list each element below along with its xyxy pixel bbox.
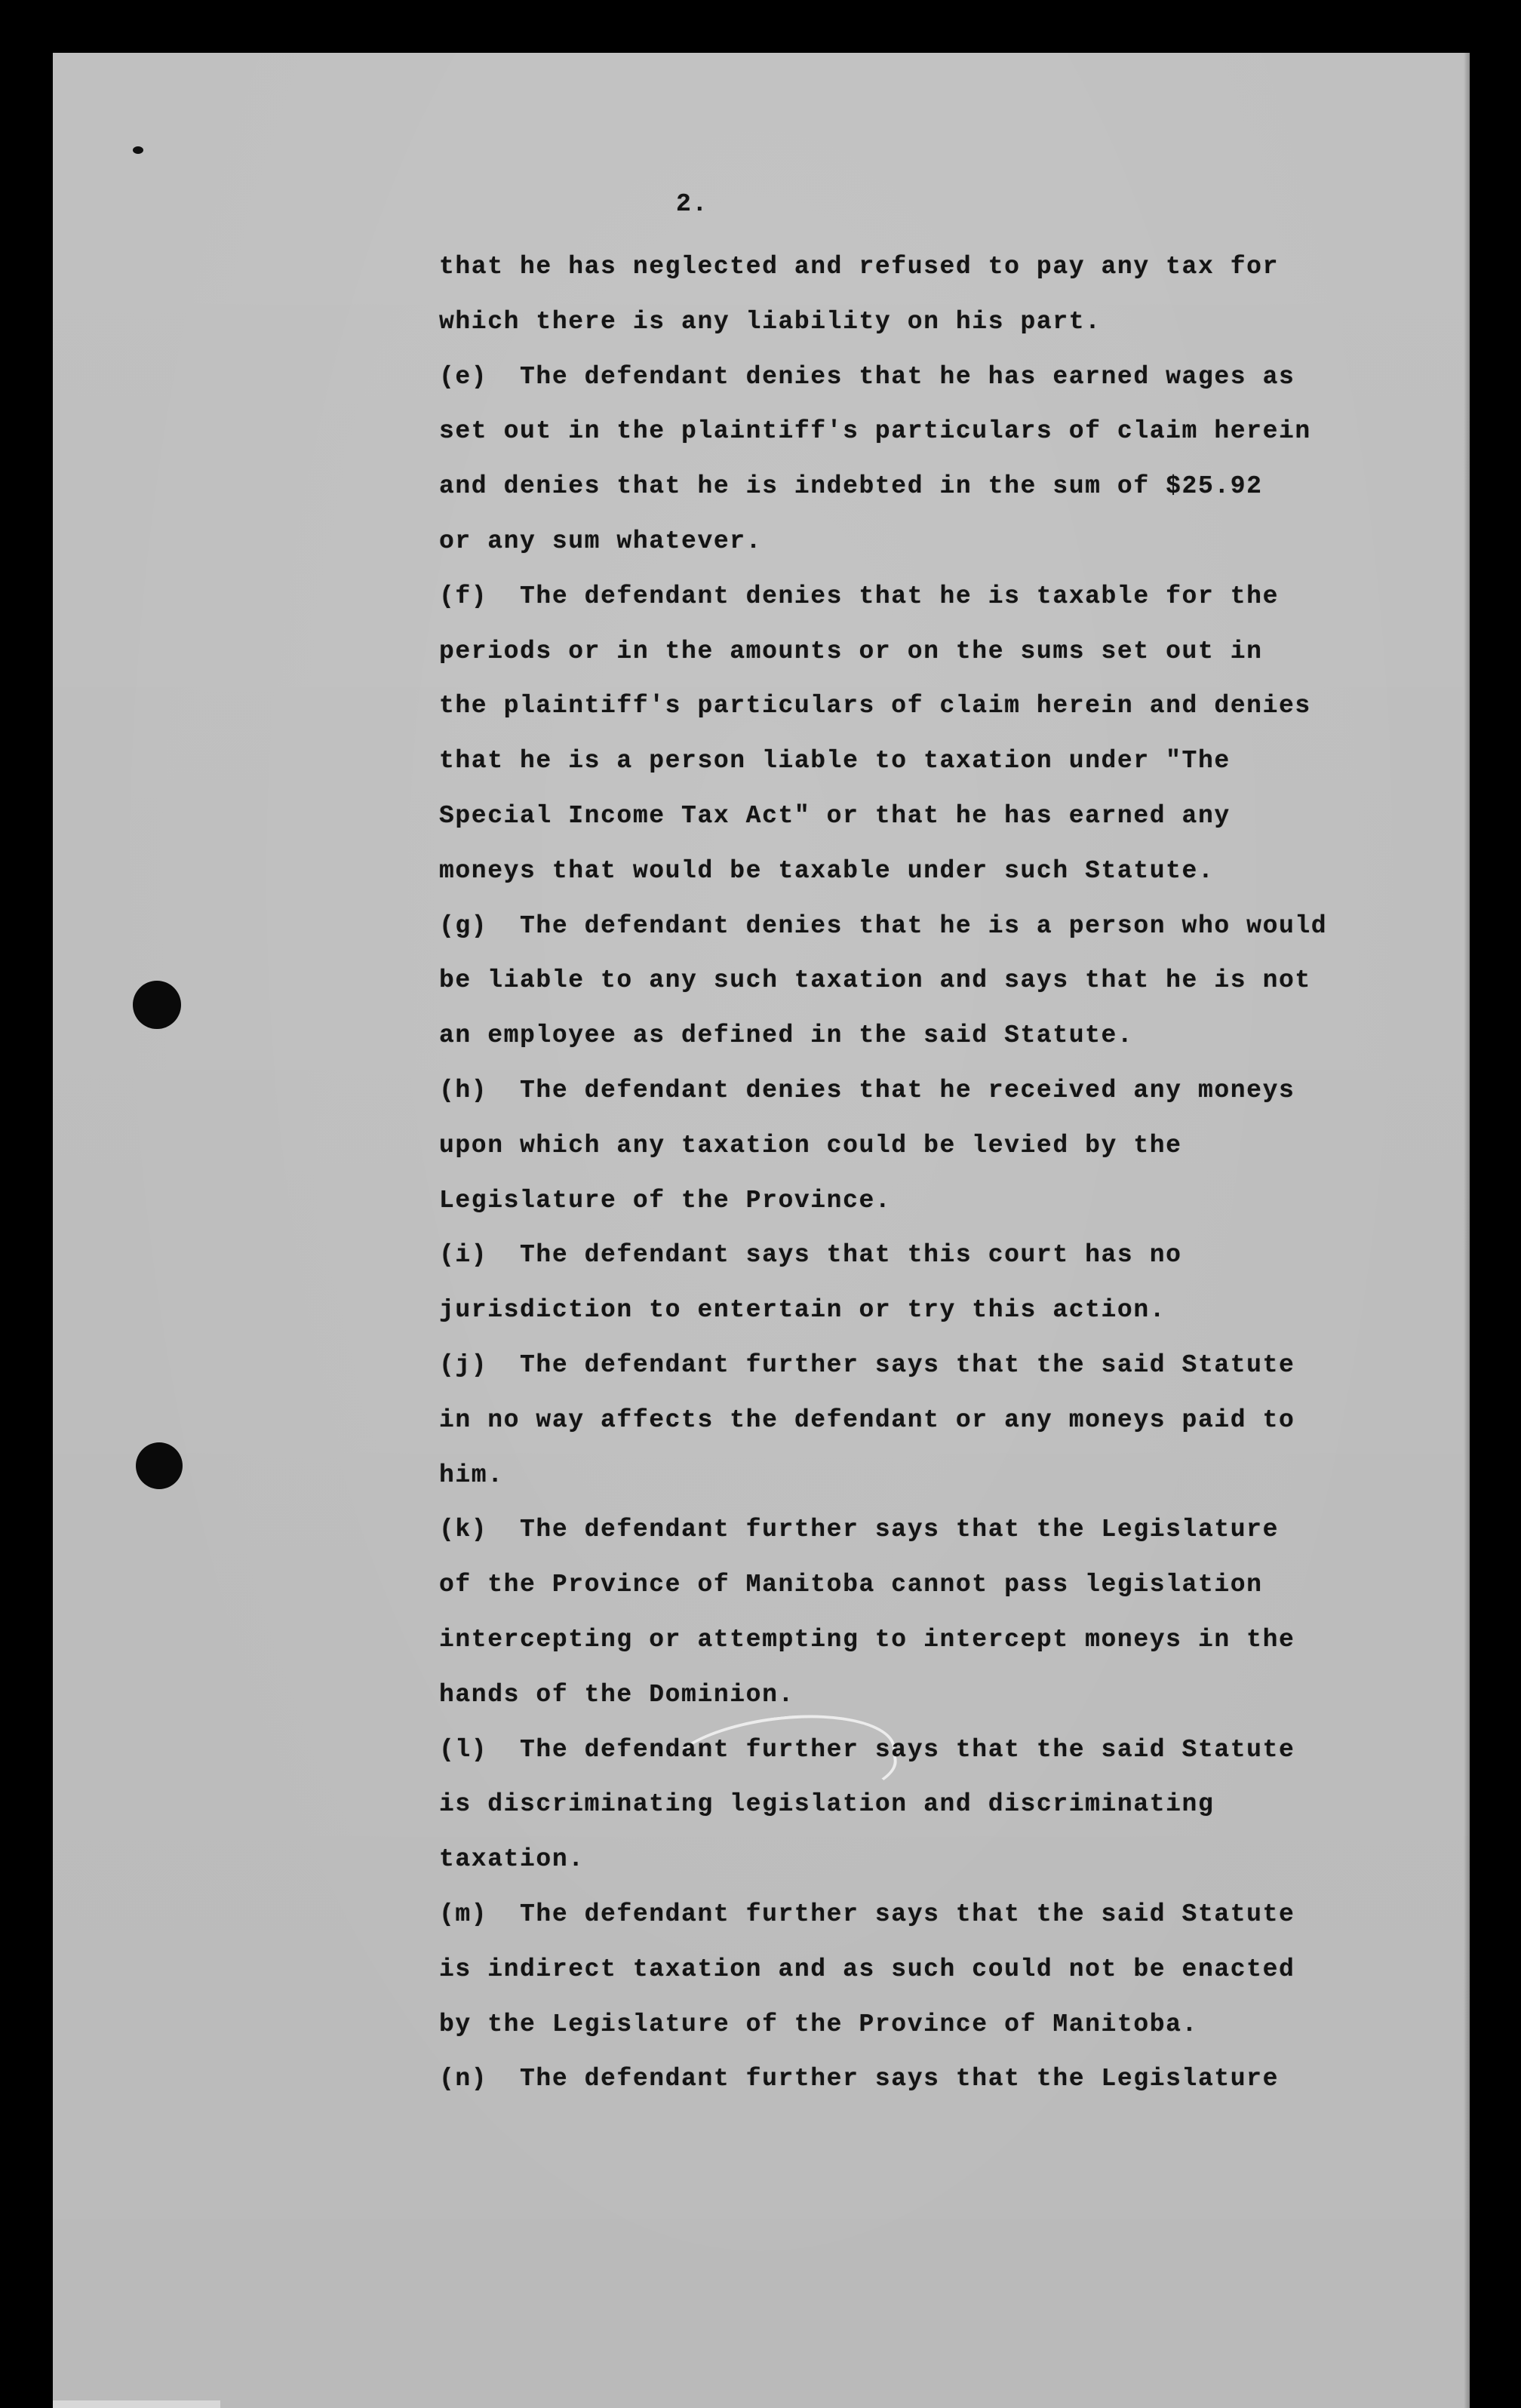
text-line: that he has neglected and refused to pay any tax for bbox=[439, 253, 1279, 281]
text-line: the plaintiff's particulars of claim herein and denies bbox=[439, 692, 1311, 720]
paragraph-h-line: (h) The defendant denies that he received any moneys bbox=[439, 1076, 1295, 1104]
text-line: which there is any liability on his part. bbox=[439, 307, 1102, 336]
text-line: be liable to any such taxation and says that he is not bbox=[439, 966, 1311, 995]
text-line: an employee as defined in the said Statute. bbox=[439, 1021, 1134, 1050]
paragraph-e-line: (e) The defendant denies that he has earned wages as bbox=[439, 362, 1295, 391]
text-line: and denies that he is indebted in the sum of $25.92 bbox=[439, 472, 1263, 501]
paragraph-n-line: (n) The defendant further says that the Legislature bbox=[439, 2065, 1279, 2093]
text-line: him. bbox=[439, 1460, 504, 1489]
paragraph-l-line: (l) The defendant further says that the said Statute bbox=[439, 1735, 1295, 1764]
paragraph-i-line: (i) The defendant says that this court has no bbox=[439, 1241, 1182, 1270]
text-line: that he is a person liable to taxation under "The bbox=[439, 747, 1231, 776]
text-line: of the Province of Manitoba cannot pass legislation bbox=[439, 1571, 1263, 1599]
text-line: hands of the Dominion. bbox=[439, 1680, 794, 1709]
text-line: is indirect taxation and as such could not be enacted bbox=[439, 1955, 1295, 1983]
text-line: moneys that would be taxable under such Statute. bbox=[439, 856, 1215, 885]
text-line: upon which any taxation could be levied by the bbox=[439, 1131, 1182, 1159]
punch-hole-icon bbox=[136, 1442, 183, 1489]
text-line: set out in the plaintiff's particulars of claim herein bbox=[439, 417, 1311, 446]
punch-hole-icon bbox=[133, 981, 181, 1029]
text-line: jurisdiction to entertain or try this action. bbox=[439, 1296, 1166, 1325]
text-line: Special Income Tax Act" or that he has earned any bbox=[439, 801, 1231, 830]
text-line: is discriminating legislation and discriminating bbox=[439, 1790, 1215, 1819]
text-line: periods or in the amounts or on the sums set out in bbox=[439, 637, 1263, 665]
text-line: by the Legislature of the Province of Manitoba. bbox=[439, 2010, 1198, 2038]
text-line: Legislature of the Province. bbox=[439, 1186, 892, 1215]
text-line: in no way affects the defendant or any moneys paid to bbox=[439, 1405, 1295, 1434]
paragraph-m-line: (m) The defendant further says that the said Statute bbox=[439, 1900, 1295, 1928]
paragraph-k-line: (k) The defendant further says that the Legislature bbox=[439, 1516, 1279, 1544]
text-line: or any sum whatever. bbox=[439, 527, 763, 555]
paper-edge-shadow bbox=[1464, 53, 1470, 2408]
paragraph-f-line: (f) The defendant denies that he is taxable for the bbox=[439, 582, 1279, 610]
scan-edge-tab bbox=[53, 2400, 220, 2408]
document-body bbox=[439, 240, 1382, 2107]
paragraph-g-line: (g) The defendant denies that he is a person who would bbox=[439, 911, 1328, 940]
text-line: intercepting or attempting to intercept moneys in the bbox=[439, 1625, 1295, 1654]
page-number: 2. bbox=[676, 190, 708, 218]
text-line: taxation. bbox=[439, 1845, 585, 1874]
ink-speck bbox=[133, 146, 143, 154]
paragraph-j-line: (j) The defendant further says that the said Statute bbox=[439, 1350, 1295, 1379]
